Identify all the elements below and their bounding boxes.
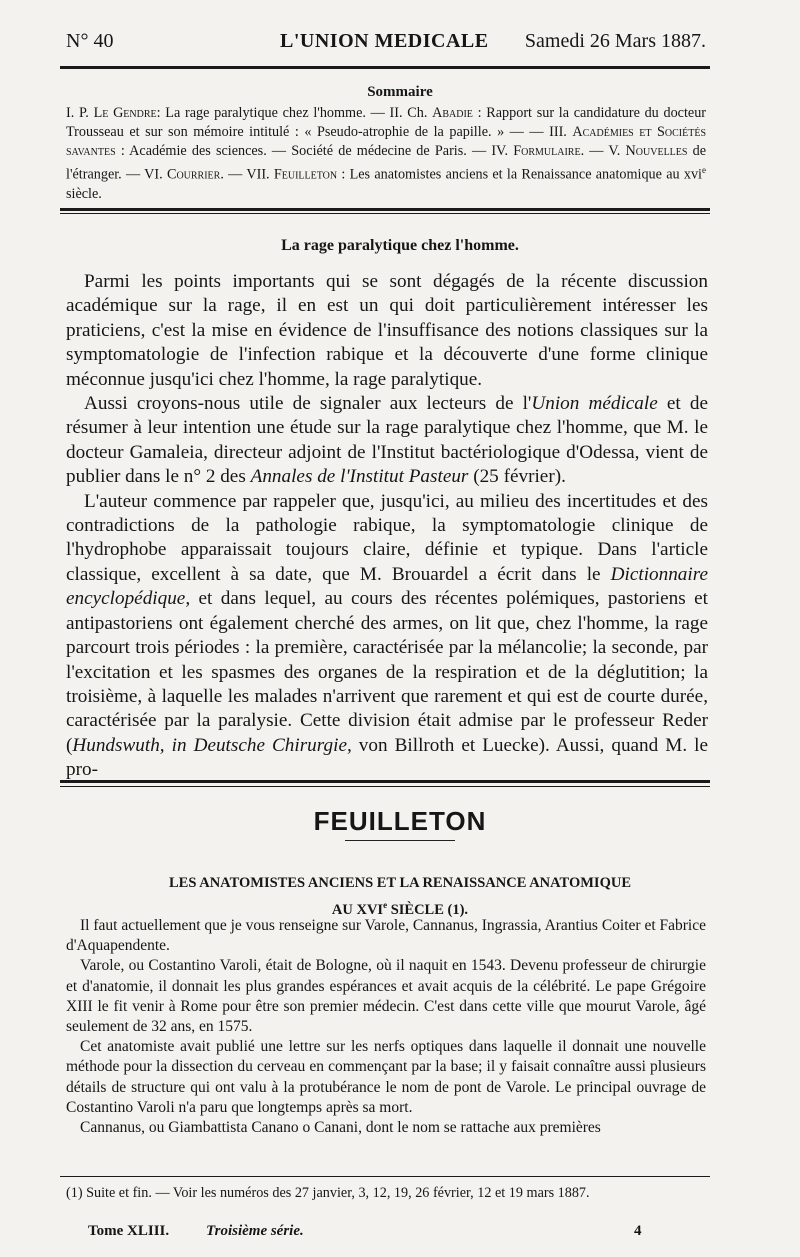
article-body [66,270,708,783]
issue-date: Samedi 26 Mars 1887. [524,30,706,52]
page-header [66,30,706,64]
article-paragraph-3: L'auteur commence par rappeler que, jusqu'ici, au milieu des incertitudes et des contradictions de la pathologie rabique, la symptomatologie clinique de l'hydrophobe apparaissait toujours claire, définie et typique. Dans l'article classique, excellent à sa date, que M. Brouardel a écrit dans le Dictionnaire encyclopédique, et dans lequel, au cours des récentes polémiques, pastoriens et antipastoriens ont également cherché des armes, on lit que, chez l'homme, la rage parcourt trois périodes : la première, caractérisée par la mélancolie; la seconde, par l'excitation et les spasmes des organes de la respiration et de la déglutition; la troisième, à laquelle les malades n'arrivent que rarement et qui est de courte durée, caractérisée par la paralysie. Cette division était admise par le professeur Reder (Hundswuth, in Deutsche Chirurgie, von Billroth et Luecke). Aussi, quand M. le pro- [66,490,708,781]
feuilleton-underline [345,840,455,841]
footnote-rule [60,1176,710,1177]
page-number: 4 [634,1223,642,1239]
article-paragraph-2: Aussi croyons-nous utile de signaler aux lecteurs de l'Union médicale et de résumer à leur intention une étude sur la rage paralytique chez l'homme, que M. le docteur Gamaleia, directeur adjoint de l'Institut bactériologique d'Odessa, vient de publier dans le n° 2 des Annales de l'Institut Pasteur (25 février). [66,393,708,488]
feuilleton-paragraph-3: Cet anatomiste avait publié une lettre sur les nerfs optiques dans laquelle il donnait une nouvelle méthode pour la dissection du cerveau en commençant par la base; il y faisait connaître aussi plusieurs détails de structure qui ont valu à la protubérance le nom de pont de Varole. Le principal ouvrage de Costantino Varoli n'a paru que longtemps après sa mort. [66,1038,706,1116]
article-paragraph-1: Parmi les points importants qui se sont dégagés de la récente discussion académique sur la rage, il en est un qui doit particulièrement intéresser les praticiens, c'est la mise en évidence de l'insuffisance des notions classiques sur la symptomatologie de l'infection rabique et la découverte d'une forme clinique méconnue jusqu'ici chez l'homme, la rage paralytique. [66,271,708,390]
footnote: (1) Suite et fin. — Voir les numéros des 27 janvier, 3, 12, 19, 26 février, 12 et 19 mars 1887. [66,1185,590,1201]
sommaire-contents: I. P. Le Gendre: La rage paralytique chez l'homme. — II. Ch. Abadie : Rapport sur la candidature du docteur Trousseau et sur son mémoire intitulé : « Pseudo-atrophie de la papille. » — — III. Académies et Sociétés savantes : Académie des sciences. — Société de médecine de Paris. — IV. Formulaire. — V. Nouvelles de l'étranger. — VI. Courrier. — VII. Feuilleton : Les anatomistes anciens et la Renaissance anatomique au xvi$^e$ siècle. [66,105,707,202]
sommaire-heading: Sommaire [367,84,433,100]
feuilleton-title: LES ANATOMISTES ANCIENS ET LA RENAISSANCE ANATOMIQUE AU XVIe SIÈCLE (1). [169,875,631,918]
feuilleton-separator [60,780,710,783]
header-rule [60,66,710,69]
feuilleton-paragraph-1: Il faut actuellement que je vous renseigne sur Varole, Cannanus, Ingrassia, Arantius Coiter et Fabrice d'Aquapendente. [66,917,706,955]
tome-label: Tome XLIII. [88,1223,170,1239]
journal-title: L'UNION MEDICALE [280,30,489,52]
feuilleton-body [66,916,706,1138]
feuilleton-paragraph-4: Cannanus, ou Giambattista Canano o Canani, dont le nom se rattache aux premières [80,1119,601,1137]
series-label: Troisième série. [206,1223,304,1239]
feuilleton-heading: FEUILLETON [313,806,487,836]
feuilleton-paragraph-2: Varole, ou Costantino Varoli, était de Bologne, où il naquit en 1543. Devenu professeur de chirurgie et d'anatomie, il donnait les plus grandes espérances et avait acquis de la célébrité. Le pape Grégoire XIII le fit venir à Rome pour être son premier médecin. C'est dans cette ville que mourut Varole, âgé seulement de 32 ans, en 1575. [66,957,706,1036]
sommaire-rule [60,208,710,211]
issue-number: N° 40 [66,30,114,52]
article-title: La rage paralytique chez l'homme. [281,237,519,254]
